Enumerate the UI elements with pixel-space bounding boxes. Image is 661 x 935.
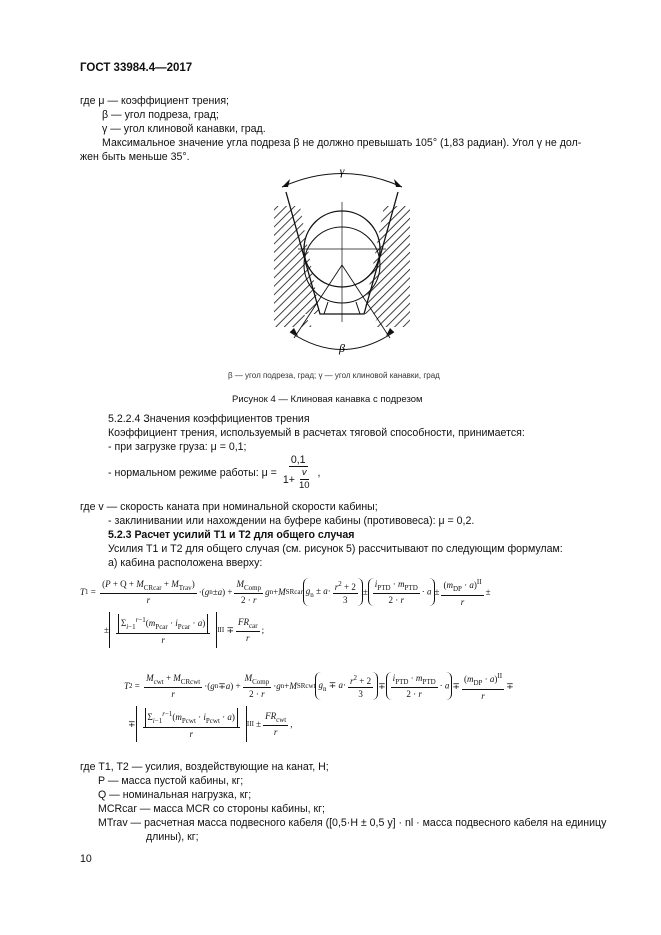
figure-legend: β — угол подреза, град; γ — угол клиновой канавки, град bbox=[228, 371, 440, 380]
figure-caption: Рисунок 4 — Клиновая канавка с подрезом bbox=[232, 394, 423, 405]
section-523-a: а) кабина расположена вверху: bbox=[108, 557, 263, 569]
section-5224-title: 5.2.2.4 Значения коэффициентов трения bbox=[108, 413, 310, 425]
friction-fraction: 0,1 1+ $\frac{v}{10}$ bbox=[282, 454, 310, 491]
def-t1-t2: где T1, T2 — усилия, воздействующие на канат, Н; bbox=[80, 761, 329, 773]
figure-wedge-groove bbox=[262, 162, 422, 372]
where-v: где v — скорость каната при номинальной скорости кабины; bbox=[80, 501, 378, 513]
section-523-intro: Усилия T1 и T2 для общего случая (см. рисунок 5) рассчитывают по следующим формулам: bbox=[108, 543, 563, 555]
wedge-friction: - заклинивании или нахождении на буфере кабины (противовеса): μ = 0,2. bbox=[108, 515, 475, 527]
page-number: 10 bbox=[80, 853, 92, 865]
label-beta: β bbox=[339, 341, 345, 355]
section-5224-intro: Коэффициент трения, используемый в расчетах тяговой способности, принимается: bbox=[108, 427, 525, 439]
paragraph-max-angle: Максимальное значение угла подреза β не должно превышать 105° (1,83 радиан). Угол γ не дол- bbox=[102, 137, 582, 149]
paragraph-max-angle-cont: жен быть меньше 35°. bbox=[80, 151, 190, 163]
section-523-title: 5.2.3 Расчет усилий T1 и T2 для общего случая bbox=[108, 529, 355, 541]
def-mtrav-cont: длины), кг; bbox=[146, 831, 199, 843]
label-gamma: γ bbox=[339, 164, 345, 178]
def-mu: где μ — коэффициент трения; bbox=[80, 95, 229, 107]
right-hatched-block bbox=[360, 206, 410, 327]
def-gamma: γ — угол клиновой канавки, град. bbox=[102, 123, 266, 135]
def-mcrcar: MCRcar — масса MCR со стороны кабины, кг; bbox=[98, 803, 325, 815]
def-mtrav: MTrav — расчетная масса подвесного кабеля ([0,5·H ± 0,5 y] · nl · масса подвесного кабеля на единицу bbox=[98, 817, 607, 829]
left-hatched-block bbox=[274, 206, 324, 327]
section-5224-load: - при загрузке груза: μ = 0,1; bbox=[108, 441, 247, 453]
def-p: P — масса пустой кабины, кг; bbox=[98, 775, 244, 787]
formula-t1-line2: ± $\Sigma_{i-1}^{r-1}(m_{Pcar} \cdot i_{Pcar} \cdot a)$ r III ∓ $FR_{car}$ r ; bbox=[104, 612, 264, 648]
def-beta: β — угол подреза, град; bbox=[102, 109, 219, 121]
def-q: Q — номинальная нагрузка, кг; bbox=[98, 789, 252, 801]
section-5224-normal: - нормальном режиме работы: μ = 0,1 1+ $\frac{v}{10}$ , bbox=[108, 454, 321, 491]
formula-t2-line2: ∓ $\Sigma_{i-1}^{r-1}(m_{Pcwt} \cdot i_{Pcwt} \cdot a)$ r III ± $FR_{cwt}$ r , bbox=[128, 706, 292, 742]
formula-t2-line1: T 2 = $M_{cwt} + M_{CRcwt}$ r ·( g n ∓ a ) + $M_{Comp}$ 2 · r · g n + M SRcwt $g_n \mp a\cdot$ $\frac{r^2 + 2}{3}$ ∓ $i_{PTD} \cdot m_{PTD}$ 2 · r · a ∓ $(m_{DP} \cdot a)^{II}$ r ∓ bbox=[124, 672, 514, 701]
formula-t1-line1: T 1 = $(P + Q + M_{CRcar} + M_{Trav})$ r ·( g n ± a ) + $M_{Comp}$ 2 · r g n + M SRcar $g_n \pm a\cdot$ $\frac{r^2 + 2}{3}$ ± $i_{PTD} \cdot m_{PTD}$ 2 · r · a ± $(m_{DP} \cdot a)^{II}$ r ± bbox=[80, 578, 491, 607]
document-header: ГОСТ 33984.4—2017 bbox=[80, 62, 193, 74]
